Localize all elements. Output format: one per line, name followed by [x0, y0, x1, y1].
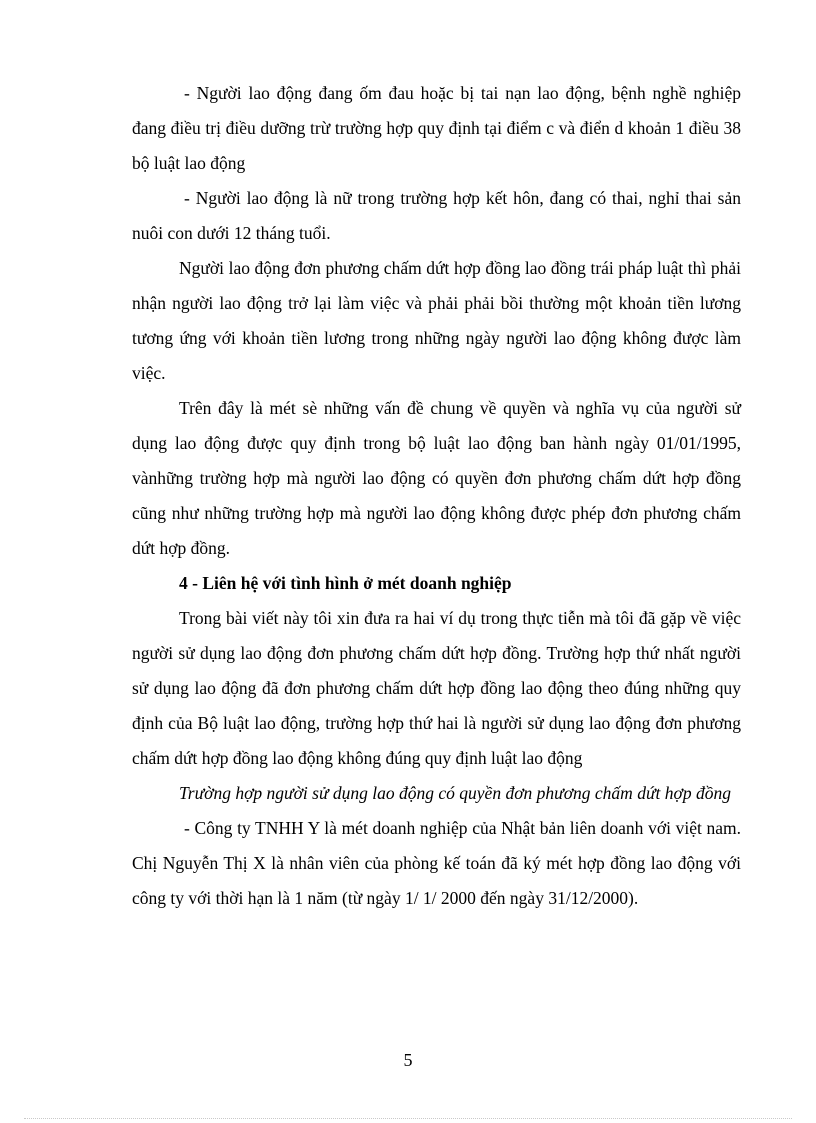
paragraph-sick-leave-bullet: - Người lao động đang ốm đau hoặc bị tai nạn lao động, bệnh nghề nghiệp đang điều trị điều dưỡng trừ trường hợp quy định tại điểm c và điển d khoản 1 điều 38 bộ luật lao động — [132, 83, 741, 173]
paragraph-unlawful-termination: Người lao động đơn phương chấm dứt hợp đồng lao đồng trái pháp luật thì phải nhận người lao động trở lại làm việc và phải phải bồi thường một khoản tiền lương tương ứng với khoản tiền lương trong những ngày người lao động không được làm việc. — [132, 258, 741, 383]
page-bottom-divider — [24, 1118, 792, 1119]
document-body — [132, 76, 741, 916]
paragraph-female-worker-bullet: - Người lao động là nữ trong trường hợp kết hôn, đang có thai, nghỉ thai sản nuôi con dưới 12 tháng tuổi. — [132, 188, 741, 243]
section-heading: 4 - Liên hệ với tình hình ở mét doanh nghiệp — [179, 573, 512, 593]
paragraph-summary: Trên đây là mét sè những vấn đề chung về quyền và nghĩa vụ của người sử dụng lao động được quy định trong bộ luật lao động ban hành ngày 01/01/1995, vànhững trường hợp mà người lao động có quyền đơn phương chấm dứt hợp đồng cũng như những trường hợp mà người lao động không được phép đơn phương chấm dứt hợp đồng. — [132, 398, 741, 558]
page-number: 5 — [403, 1050, 413, 1070]
paragraph-company-case: - Công ty TNHH Y là mét doanh nghiệp của Nhật bản liên doanh với việt nam. Chị Nguyễn Thị X là nhân viên của phòng kế toán đã ký mét hợp đồng lao động với công ty với thời hạn là 1 năm (từ ngày 1/ 1/ 2000 đến ngày 31/12/2000). — [132, 818, 741, 908]
paragraph-examples-intro: Trong bài viết này tôi xin đưa ra hai ví dụ trong thực tiễn mà tôi đã gặp về việc người sử dụng lao động đơn phương chấm dứt hợp đồng. Trường hợp thứ nhất người sử dụng lao động đã đơn phương chấm dứt hợp đồng lao động theo đúng những quy định của Bộ luật lao động, trường hợp thứ hai là người sử dụng lao động đơn phương chấm dứt hợp đồng lao động không đúng quy định luật lao động — [132, 608, 741, 768]
paragraph-case-title: Trường hợp người sử dụng lao động có quyền đơn phương chấm dứt hợp đồng — [179, 783, 731, 803]
